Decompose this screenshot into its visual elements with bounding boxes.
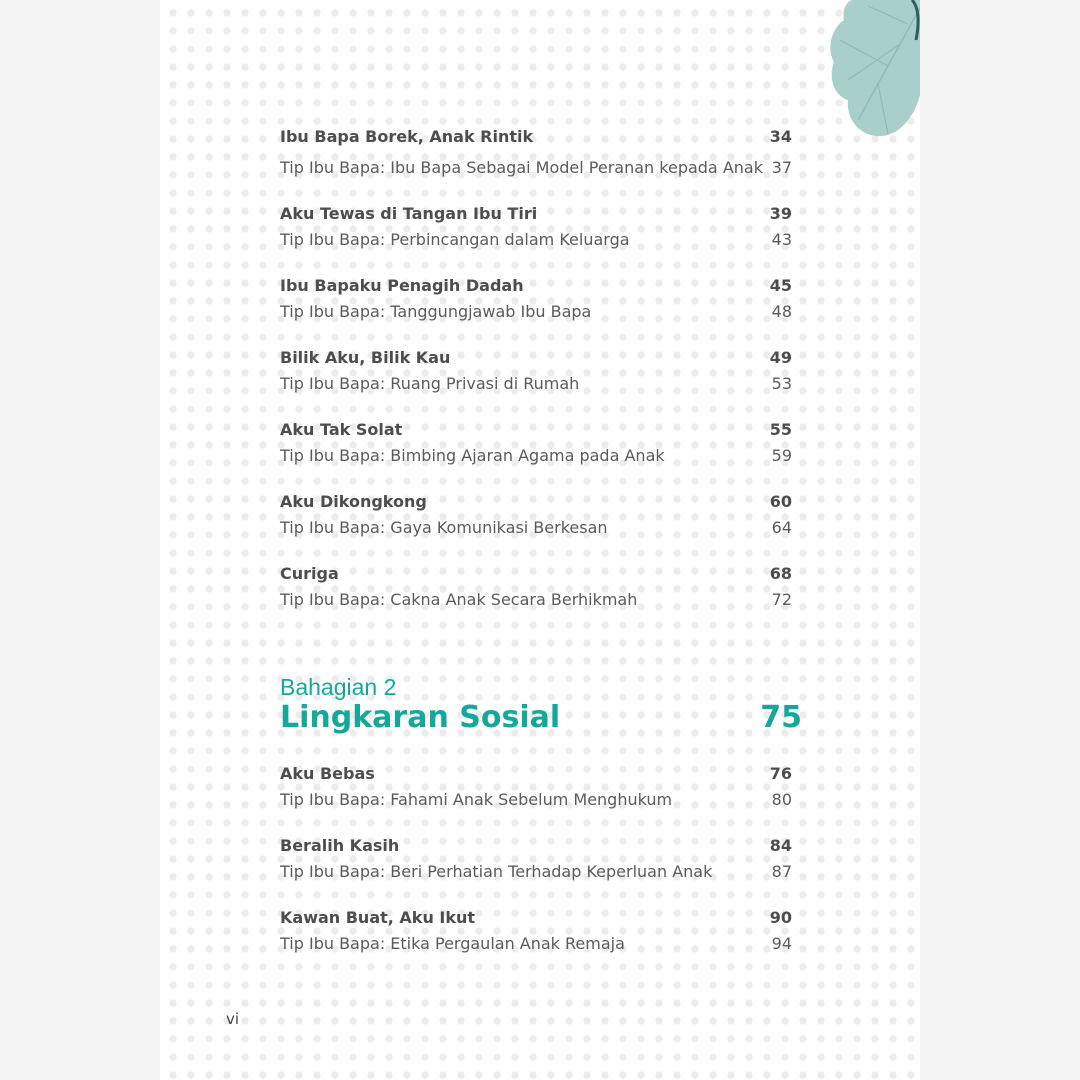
section-page: 75 [760, 700, 802, 735]
tip-page: 43 [771, 230, 792, 249]
entry-page: 34 [769, 127, 792, 146]
toc-entry-tip [280, 934, 792, 953]
entry-title: Aku Bebas [280, 764, 375, 783]
tip-title: Tip Ibu Bapa: Fahami Anak Sebelum Menghukum [280, 790, 673, 809]
entry-page: 60 [769, 492, 792, 511]
entry-title: Ibu Bapa Borek, Anak Rintik [280, 127, 534, 146]
toc-entry-tip [280, 862, 792, 881]
leaf-decoration-icon [828, 0, 920, 140]
tip-title: Tip Ibu Bapa: Tanggungjawab Ibu Bapa [280, 302, 592, 321]
entry-page: 90 [769, 908, 792, 927]
entry-page: 45 [769, 276, 792, 295]
tip-page: 72 [771, 590, 792, 609]
entry-page: 84 [769, 836, 792, 855]
entry-page: 49 [769, 348, 792, 367]
toc-entry-title [280, 127, 792, 146]
tip-page: 59 [771, 446, 792, 465]
tip-page: 48 [771, 302, 792, 321]
page-number: vi [226, 1010, 240, 1028]
tip-title: Tip Ibu Bapa: Bimbing Ajaran Agama pada Anak [280, 446, 665, 465]
toc-entry-title [280, 204, 792, 223]
toc-entry-tip [280, 790, 792, 809]
entry-page: 76 [769, 764, 792, 783]
tip-page: 87 [771, 862, 792, 881]
entry-title: Aku Tewas di Tangan Ibu Tiri [280, 204, 538, 223]
tip-title: Tip Ibu Bapa: Cakna Anak Secara Berhikmah [280, 590, 638, 609]
tip-title: Tip Ibu Bapa: Perbincangan dalam Keluarga [280, 230, 630, 249]
toc-entry-title [280, 348, 792, 367]
toc-entry-title [280, 564, 792, 583]
tip-title: Tip Ibu Bapa: Ibu Bapa Sebagai Model Peranan kepada Anak [280, 158, 763, 177]
entry-title: Beralih Kasih [280, 836, 400, 855]
entry-page: 55 [769, 420, 792, 439]
tip-page: 80 [771, 790, 792, 809]
entry-title: Curiga [280, 564, 339, 583]
toc-entry-title [280, 836, 792, 855]
entry-title: Aku Tak Solat [280, 420, 403, 439]
toc-entry-title [280, 908, 792, 927]
toc-entry-tip [280, 302, 792, 321]
tip-page: 64 [771, 518, 792, 537]
entry-page: 68 [769, 564, 792, 583]
tip-title: Tip Ibu Bapa: Gaya Komunikasi Berkesan [280, 518, 608, 537]
entry-title: Ibu Bapaku Penagih Dadah [280, 276, 524, 295]
tip-title: Tip Ibu Bapa: Etika Pergaulan Anak Remaja [280, 934, 625, 953]
toc-entry-tip [280, 158, 792, 177]
entry-page: 39 [769, 204, 792, 223]
toc-entry-title [280, 764, 792, 783]
tip-title: Tip Ibu Bapa: Ruang Privasi di Rumah [280, 374, 580, 393]
tip-page: 94 [771, 934, 792, 953]
toc-entry-tip [280, 518, 792, 537]
toc-entry-title [280, 276, 792, 295]
tip-page: 53 [771, 374, 792, 393]
entry-title: Aku Dikongkong [280, 492, 427, 511]
tip-title: Tip Ibu Bapa: Beri Perhatian Terhadap Keperluan Anak [280, 862, 713, 881]
section-label: Bahagian 2 [280, 674, 397, 700]
section-title: Lingkaran Sosial [280, 700, 561, 735]
tip-page: 37 [771, 158, 792, 177]
section-heading [280, 700, 802, 735]
toc-entry-tip [280, 446, 792, 465]
toc-entry-tip [280, 374, 792, 393]
toc-entry-tip [280, 230, 792, 249]
entry-title: Kawan Buat, Aku Ikut [280, 908, 476, 927]
toc-entry-title [280, 492, 792, 511]
toc-entry-title [280, 420, 792, 439]
toc-entry-tip [280, 590, 792, 609]
entry-title: Bilik Aku, Bilik Kau [280, 348, 451, 367]
